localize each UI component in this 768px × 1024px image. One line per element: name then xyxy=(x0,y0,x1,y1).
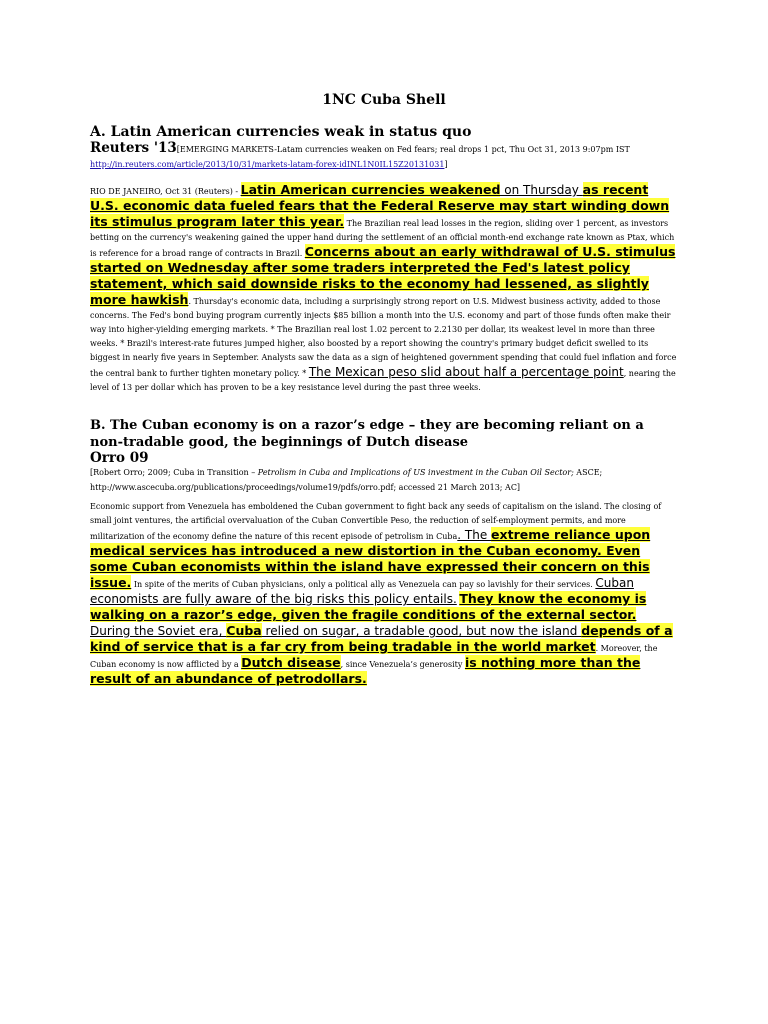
citation-a-author: Reuters '13 xyxy=(90,140,177,156)
highlighted-text: Dutch disease xyxy=(241,655,341,670)
citation-b-title: Petrolism in Cuba and Implications of US investment in the Cuban Oil Sector; xyxy=(257,468,574,477)
highlighted-text: depends of a kind of service that is a far cry from being tradable in the world market xyxy=(90,623,673,654)
underlined-text: Cuban economists are fully aware of the big risks this policy entails. xyxy=(90,576,634,606)
underlined-text: on Thursday xyxy=(500,183,583,197)
highlighted-text: Latin American currencies weakened xyxy=(240,182,501,197)
citation-a-url-close: ] xyxy=(444,160,448,169)
citation-b-text-pre: [Robert Orro; 2009; Cuba in Transition – xyxy=(90,468,258,477)
citation-a-url[interactable]: http://in.reuters.com/article/2013/10/31/markets-latam-forex-idINL1N0IL15Z20131031 xyxy=(90,160,445,169)
underlined-text: The Mexican peso slid about half a percentage point xyxy=(308,365,624,379)
card-text: RIO DE JANEIRO, Oct 31 (Reuters) - xyxy=(90,187,241,196)
card-text: The Brazilian real lead losses in the region, sliding over 1 percent, as investors betting on the currency's weakening gained the upper hand during the settlement of an official month-end exchange rate known as Ptax, which is reference for a broad range of contracts in Brazil. xyxy=(90,219,675,258)
tag-a-heading: A. Latin American currencies weak in status quo xyxy=(90,124,472,140)
citation-a-text: [EMERGING MARKETS-Latam currencies weaken on Fed fears; real drops 1 pct, Thu Oct 31, 2013 9:07pm IST xyxy=(176,145,630,154)
underlined-text: . The xyxy=(457,528,492,542)
card-text: . Thursday's economic data, including a surprisingly strong report on U.S. Midwest business activity, added to those concerns. The Fed's bond buying program currently injects $85 billion a month into the U.S. economy and part of those funds often make their way into higher-yielding emerging markets. * The Brazilian real lost 1.02 percent to 2.2130 per dollar, its weakest level in more than three weeks. * Brazil's interest-rate futures jumped higher, also boosted by a report showing the country's primary budget deficit swelled to its biggest in nearly five years in September. Analysts saw the data as a sign of heightened government spending that could fuel inflation and force the central bank to further tighten monetary policy. * xyxy=(90,297,677,378)
card-text: . Moreover, the Cuban economy is now afflicted by a xyxy=(90,644,658,669)
highlighted-text: They know the economy is walking on a razor’s edge, given the fragile conditions of the external sector. xyxy=(90,591,647,622)
underlined-text: During the Soviet era, xyxy=(90,624,227,638)
highlighted-text: Cuba xyxy=(226,623,262,638)
card-text: , nearing the level of 13 per dollar which has proven to be a key resistance level during the past three weeks. xyxy=(90,369,676,392)
card-text: Economic support from Venezuela has emboldened the Cuban government to fight back any seeds of capitalism on the island. The closing of small joint ventures, the artificial overvaluation of the Cuban Convertible Peso, the reduction of self-employment permits, and more militarization of the economy define the nature of this recent episode of petrolism in Cuba xyxy=(90,502,662,541)
page-title: 1NC Cuba Shell xyxy=(322,92,446,108)
card-a-body xyxy=(90,183,680,395)
underlined-text: relied on sugar, a tradable good, but now the island xyxy=(261,624,582,638)
citation-b-text-post: ASCE; http://www.ascecuba.org/publications/proceedings/volume19/pdfs/orro.pdf; accessed 21 March 2013; AC] xyxy=(90,468,603,492)
citation-b-author: Orro 09 xyxy=(90,450,149,466)
card-text: In spite of the merits of Cuban physicians, only a political ally as Venezuela can pay so lavishly for their services. xyxy=(131,580,596,589)
card-b-body xyxy=(90,500,680,688)
highlighted-text: is nothing more than the result of an abundance of petrodollars. xyxy=(90,655,641,686)
card-text: , since Venezuela’s generosity xyxy=(340,660,465,669)
citation-a xyxy=(90,141,680,171)
highlighted-text: as recent U.S. economic data fueled fears that the Federal Reserve may start winding down its stimulus program later this year. xyxy=(90,182,670,229)
highlighted-text: Concerns about an early withdrawal of U.S. stimulus started on Wednesday after some traders interpreted the Fed's latest policy statement, which said downside risks to the economy had lessened, as slightly more hawkish xyxy=(90,244,676,307)
tag-b-heading: B. The Cuban economy is on a razor’s edge – they are becoming reliant on a non-tradable good, the beginnings of Dutch disease xyxy=(90,418,644,450)
highlighted-text: extreme reliance upon medical services has introduced a new distortion in the Cuban economy. Even some Cuban economists within the island have expressed their concern on this issue. xyxy=(90,527,651,590)
citation-b xyxy=(90,451,680,494)
